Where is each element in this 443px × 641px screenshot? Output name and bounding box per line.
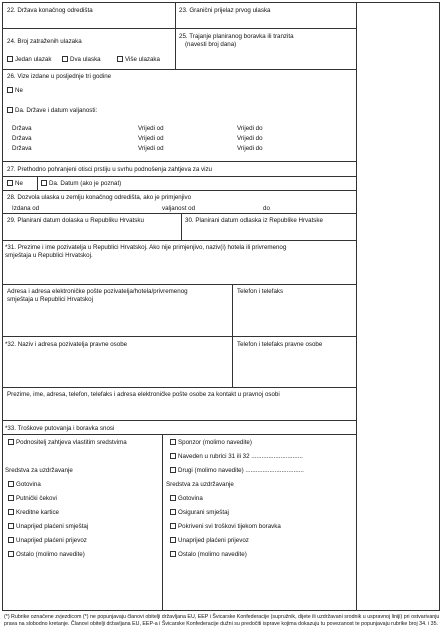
checkbox[interactable] [8,523,14,529]
all-expenses-covered-option[interactable]: Pokriveni svi troškovi tijekom boravka [170,523,281,530]
means-title-left: Sredstva za uzdržavanje [5,467,73,474]
permit-valid-to: do [263,205,270,212]
multiple-entry-checkbox[interactable] [117,56,123,62]
divider [181,213,182,240]
fingerprints-no-option[interactable]: Ne [7,180,23,187]
single-entry-checkbox[interactable] [7,56,13,62]
field-23-label: 23. Granični prijelaz prvog ulaska [179,7,271,14]
divider [37,176,38,190]
field-25-sublabel: (navesti broj dana) [185,41,237,48]
divider [2,190,357,191]
divider [2,387,357,388]
prepaid-accommodation-option[interactable]: Unaprijed plaćeni smještaj [8,523,88,530]
double-entry-checkbox[interactable] [62,56,68,62]
visas-no-option[interactable]: Ne [7,87,23,94]
visa-country-3: Država [12,145,32,152]
divider [2,69,357,70]
checkbox[interactable] [8,537,14,543]
field-24-label: 24. Broj zatraženih ulazaka [7,38,82,45]
checkbox[interactable] [8,495,14,501]
other-sponsor-option[interactable]: Drugi (molimo navedite) .................................. [170,467,304,474]
visa-valid-to-1: Vrijedi do [237,125,263,132]
other-option-left[interactable]: Ostalo (molimo navedite) [8,551,85,558]
form-frame [2,2,357,611]
single-entry-option[interactable]: Jedan ulazak [7,56,51,63]
checkbox[interactable] [8,551,14,557]
divider [2,284,357,285]
field-30-label: 30. Planirani datum odlaska iz Republike Hrvatske [185,217,323,224]
divider [2,161,357,162]
divider [175,2,176,69]
fingerprints-yes-checkbox[interactable] [41,180,47,186]
fingerprints-yes-option[interactable]: Da. Datum (ako je poznat) [41,180,121,187]
divider [2,420,357,421]
inviter-address-label: Adresa i adresa elektroničke pošte pozivatelja/hotela/privremenog [7,288,188,295]
right-margin-strip [357,2,440,611]
checkbox[interactable] [170,551,176,557]
visa-valid-to-2: Vrijedi do [237,135,263,142]
fingerprints-no-checkbox[interactable] [7,180,13,186]
means-title-right: Sredstva za uzdržavanje [166,481,234,488]
field-28-label: 28. Dozvola ulaska u zemlju konačnog odredišta, ako je primjenjivo [7,194,192,201]
field-33-label: *33. Troškove putovanja i boravka snosi [5,425,115,432]
inviter-phone-label: Telefon i telefaks [237,288,284,295]
visa-valid-from-1: Vrijedi od [138,125,164,132]
permit-issued-by: Izdana od [12,205,40,212]
visa-country-1: Država [12,125,32,132]
provided-accommodation-option[interactable]: Osigurani smještaj [170,509,229,516]
sponsor-option[interactable]: Sponzor (molimo navedite) [170,439,252,446]
credit-cards-option[interactable]: Kreditne kartice [8,509,59,516]
company-phone-label: Telefon i telefaks pravne osobe [237,341,323,348]
contact-person-label: Prezime, ime, adresa, telefon, telefaks i adresa elektroničke pošte osobe za kontakt u pravnoj osobi [7,391,280,398]
checkbox[interactable] [170,523,176,529]
field-31-label: *31. Prezime i ime pozivatelja u Republici Hrvatskoj. Ako nije primjenjivo, naziv(i) hotela ili privremenog [5,244,287,251]
travellers-cheques-option[interactable]: Putnički čekovi [8,495,57,502]
divider [162,434,163,611]
visas-yes-option[interactable]: Da. Države i datum valjanosti: [7,107,97,114]
divider [2,240,357,241]
divider [2,28,357,29]
checkbox[interactable] [8,481,14,487]
cash-option-right[interactable]: Gotovina [170,495,203,502]
sponsor-checkbox[interactable] [170,439,176,445]
divider [2,336,357,337]
checkbox[interactable] [170,495,176,501]
checkbox[interactable] [170,467,176,473]
inviter-address-label-cont: smještaja u Republici Hrvatskoj [7,296,93,303]
permit-valid-from: valjanost od [162,205,196,212]
visas-no-checkbox[interactable] [7,87,13,93]
checkbox[interactable] [8,509,14,515]
checkbox[interactable] [170,509,176,515]
divider [2,176,357,177]
other-option-right[interactable]: Ostalo (molimo navedite) [170,551,247,558]
visa-country-2: Država [12,135,32,142]
prepaid-transport-option-right[interactable]: Unaprijed plaćeni prijevoz [170,537,249,544]
field-32-label: *32. Naziv i adresa pozivatelja pravne osobe [5,341,128,348]
visa-valid-from-2: Vrijedi od [138,135,164,142]
field-27-label: 27. Prethodno pohranjeni otisci prstiju u svrhu podnošenja zahtjeva za vizu [7,166,213,173]
field-31-label-cont: smještaja u Republici Hrvatskoj. [5,252,93,259]
double-entry-option[interactable]: Dva ulaska [62,56,101,63]
visa-valid-to-3: Vrijedi do [237,145,263,152]
visas-yes-checkbox[interactable] [7,107,13,113]
checkbox[interactable] [170,453,176,459]
prepaid-transport-option-left[interactable]: Unaprijed plaćeni prijevoz [8,537,87,544]
visa-valid-from-3: Vrijedi od [138,145,164,152]
divider [2,213,357,214]
field-25-label: 25. Trajanje planiranog boravka ili tranzita [179,33,294,40]
cash-option-left[interactable]: Gotovina [8,481,41,488]
field-26-label: 26. Vize izdane u posljednje tri godine [7,73,112,80]
footnote: (*) Rubrike označene zvjezdicom (*) ne popunjavaju članovi obitelji državljana EU, EEP i Švicarske Konfederacije (supružnik, dijete ili uzdržavani srodnik u uspravnoj liniji) pri ostvarivanju prava na slobodno kretanje. Članovi obitelji državljana EU, EEP-a i Švicarske Konfederacije dužni su predočiti isprave kojima dokazuju tu povezanost te popunjavaju rubrike broj 34. i 35. [4,614,440,627]
multiple-entry-option[interactable]: Više ulazaka [117,56,160,63]
self-funded-checkbox[interactable] [8,439,14,445]
field-29-label: 29. Planirani datum dolaska u Republiku Hrvatsku [7,217,144,224]
sponsor-referenced-option[interactable]: Naveden u rubrici 31 ili 32 .............................. [170,453,303,460]
self-funded-option[interactable]: Podnositelj zahtjeva vlastitim sredstvima [8,439,127,446]
checkbox[interactable] [170,537,176,543]
field-22-label: 22. Država konačnog odredišta [7,7,93,14]
divider [2,434,357,435]
